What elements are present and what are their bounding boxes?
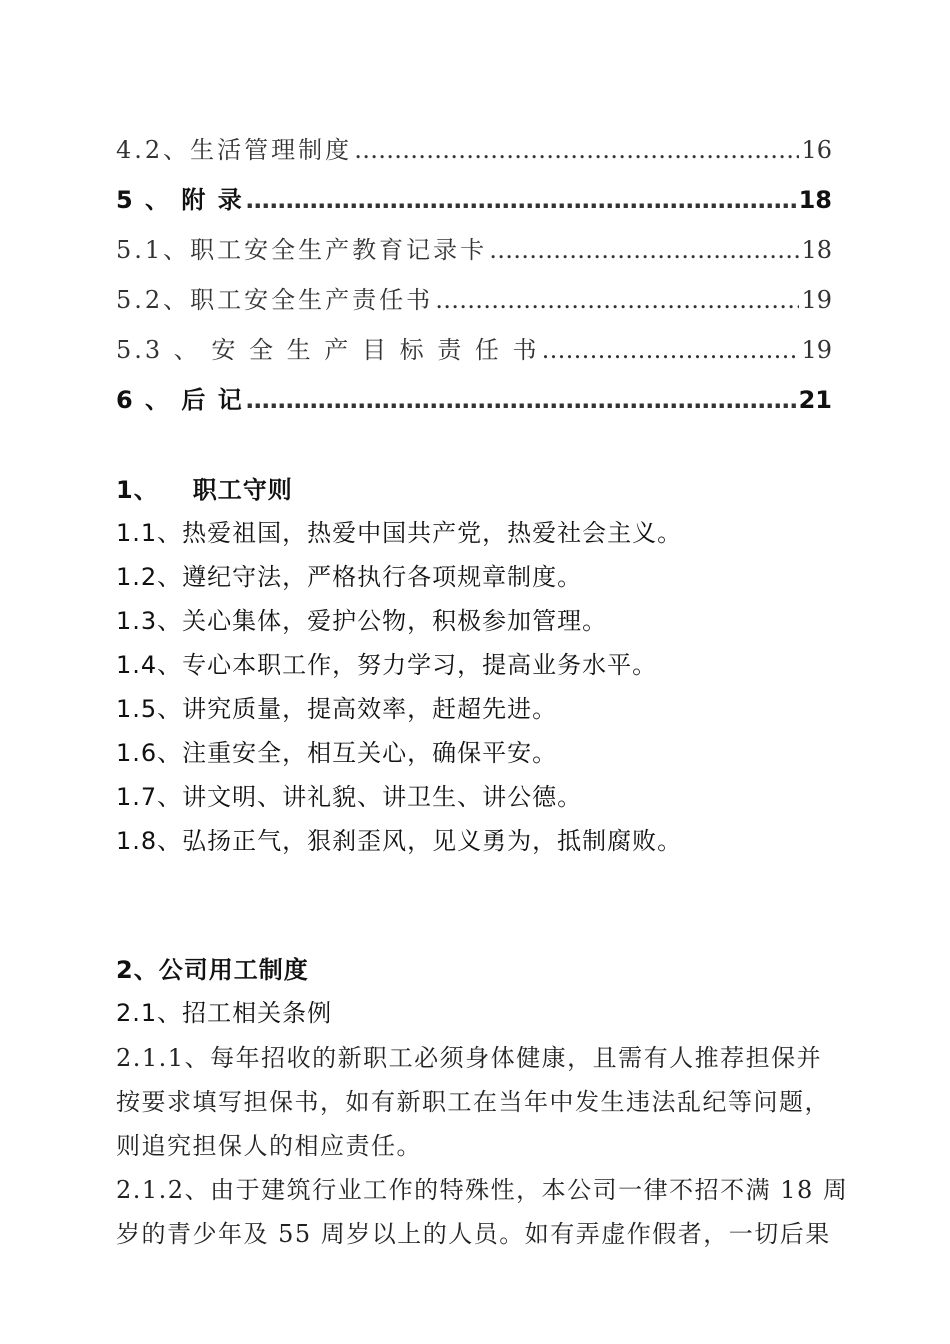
toc-entry-label: 6 、 后 记 [116,386,244,414]
rule-item: 1.2、遵纪守法，严格执行各项规章制度。 [116,563,583,591]
toc-entry-label: 5.2、职工安全生产责任书 [116,286,434,314]
toc-entry-label: 4.2、生活管理制度 [116,136,353,164]
toc-entry-label: 5.3 、 安 全 生 产 目 标 责 任 书 [116,336,540,364]
toc-entry-page: 18 [801,236,832,264]
section-heading: 2、公司用工制度 [116,956,309,984]
toc-entry[interactable] [116,380,832,415]
rule-item: 1.7、讲文明、讲礼貌、讲卫生、讲公德。 [116,783,583,811]
toc-dot-leader [541,336,799,364]
toc-entry[interactable] [116,130,832,165]
toc-entry[interactable] [116,330,832,365]
toc-dot-leader [354,136,799,164]
paragraph-line: 2.1.2、由于建筑行业工作的特殊性，本公司一律不招不满 18 周 [116,1176,849,1204]
section-title: 职工守则 [192,476,293,504]
toc-entry[interactable] [116,280,832,315]
toc-dot-leader [435,286,799,314]
rule-item: 1.1、热爱祖国，热爱中国共产党，热爱社会主义。 [116,519,683,547]
paragraph-line: 岁的青少年及 55 周岁以上的人员。如有弄虚作假者，一切后果 [116,1220,831,1248]
toc-entry-page: 21 [798,386,832,414]
paragraph-line: 则追究担保人的相应责任。 [116,1132,422,1160]
rule-item: 1.6、注重安全，相互关心，确保平安。 [116,739,558,767]
rule-item: 1.3、关心集体，爱护公物，积极参加管理。 [116,607,608,635]
subsection-heading: 2.1、招工相关条例 [116,999,333,1027]
toc-entry-page: 16 [801,136,832,164]
rule-item: 1.4、专心本职工作，努力学习，提高业务水平。 [116,651,658,679]
toc-entry-page: 18 [798,186,832,214]
toc-entry-label: 5.1、职工安全生产教育记录卡 [116,236,488,264]
paragraph-line: 按要求填写担保书，如有新职工在当年中发生违法乱纪等问题， [116,1088,830,1116]
toc-entry-label: 5 、 附 录 [116,186,244,214]
paragraph-line: 2.1.1、每年招收的新职工必须身体健康，且需有人推荐担保并 [116,1044,823,1072]
section-heading [116,470,293,505]
toc-entry[interactable] [116,180,832,215]
toc-dot-leader [246,186,797,214]
rule-item: 1.8、弘扬正气，狠刹歪风，见义勇为，抵制腐败。 [116,827,683,855]
rule-item: 1.5、讲究质量，提高效率，赶超先进。 [116,695,558,723]
section-number: 1、 [116,476,159,504]
toc-entry-page: 19 [801,286,832,314]
toc-dot-leader [489,236,799,264]
toc-dot-leader [246,386,797,414]
toc-entry[interactable] [116,230,832,265]
toc-entry-page: 19 [801,336,832,364]
